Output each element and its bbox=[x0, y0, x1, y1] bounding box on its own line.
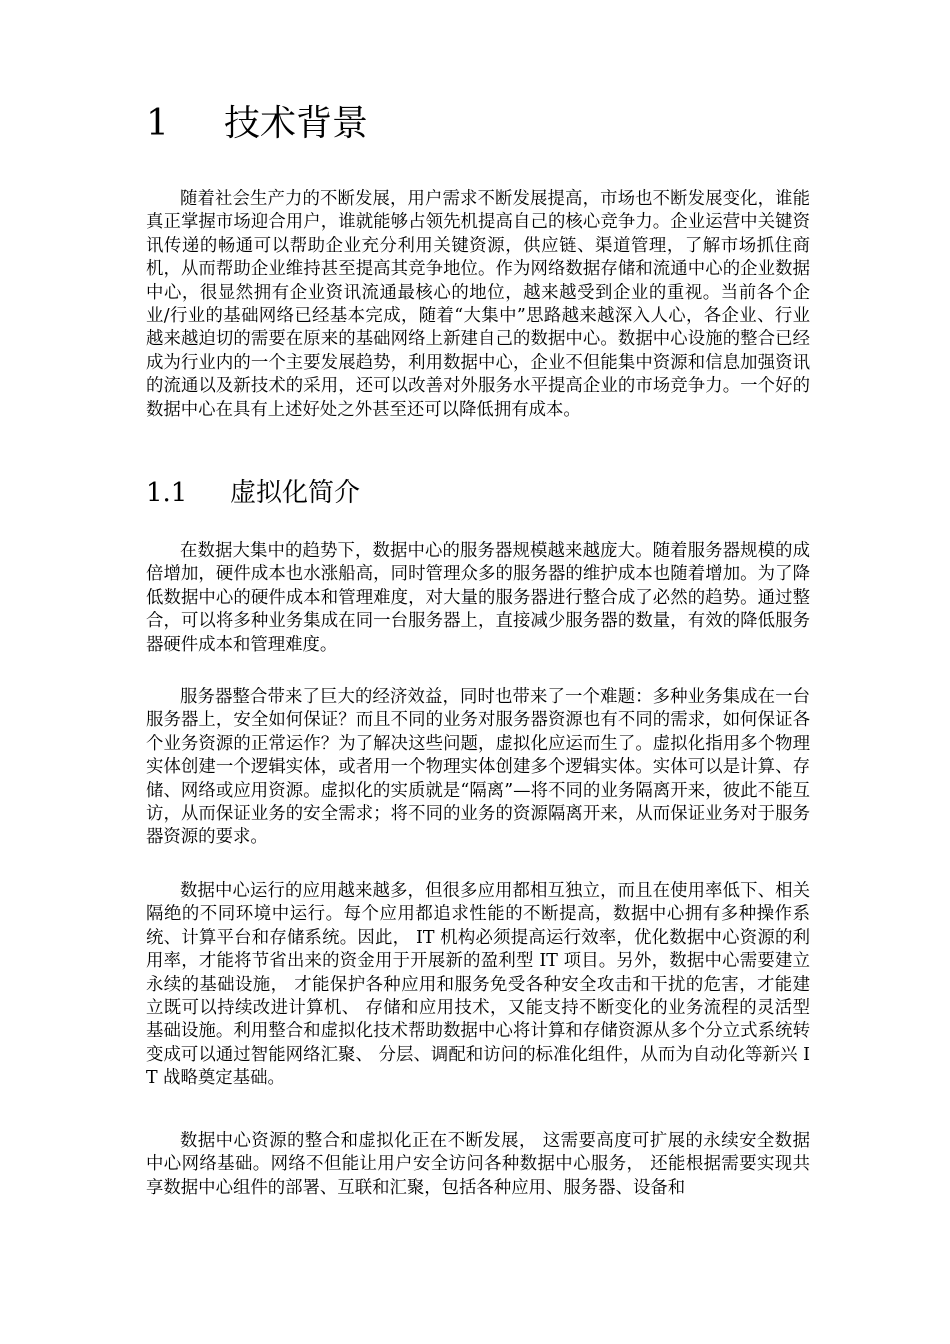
section-heading bbox=[146, 96, 368, 152]
section-number: 1 bbox=[146, 103, 169, 144]
subsection-number: 1.1 bbox=[146, 478, 188, 508]
paragraph-background: 随着社会生产力的不断发展，用户需求不断发展提高，市场也不断发展变化，谁能真正掌握市场迎合用户，谁就能够占领先机提高自己的核心竞争力。企业运营中关键资讯传递的畅通可以帮助企业充分利用关键资源，供应链、渠道管理，了解市场抓住商机，从而帮助企业维持甚至提高其竞争地位。作为网络数据存储和流通中心的企业数据中心，很显然拥有企业资讯流通最核心的地位，越来越受到企业的重视。当前各个企业/行业的基础网络已经基本完成，随着“大集中”思路越来越深入人心，各企业、行业越来越迫切的需要在原来的基础网络上新建自己的数据中心。数据中心设施的整合已经成为行业内的一个主要发展趋势，利用数据中心，企业不但能集中资源和信息加强资讯的流通以及新技术的采用，还可以改善对外服务水平提高企业的市场竞争力。一个好的数据中心在具有上述好处之外甚至还可以降低拥有成本。 bbox=[146, 189, 810, 420]
paragraph-datacenter-apps: 数据中心运行的应用越来越多，但很多应用都相互独立，而且在使用率低下、相关隔绝的不同环境中运行。每个应用都追求性能的不断提高，数据中心拥有多种操作系统、计算平台和存储系统。因此， IT 机构必须提高运行效率，优化数据中心资源的利用率，才能将节省出来的资金用于开展新的盈利型 IT 项目。另外，数据中心需要建立永续的基础设施， 才能保护各种应用和服务免受各种安全攻击和干扰的危害，才能建立既可以持续改进计算机、 存储和应用技术，又能支持不断变化的业务流程的灵活型基础设施。利用整合和虚拟化技术帮助数据中心将计算和存储资源从多个分立式系统转变成可以通过智能网络汇聚、 分层、调配和访问的标准化组件，从而为自动化等新兴 IT 战略奠定基础。 bbox=[146, 881, 810, 1089]
section-title: 技术背景 bbox=[224, 103, 369, 144]
subsection-heading bbox=[146, 472, 360, 514]
paragraph-consolidation: 在数据大集中的趋势下，数据中心的服务器规模越来越庞大。随着服务器规模的成倍增加，硬件成本也水涨船高，同时管理众多的服务器的维护成本也随着增加。为了降低数据中心的硬件成本和管理难度，对大量的服务器进行整合成了必然的趋势。通过整合，可以将多种业务集成在同一台服务器上，直接减少服务器的数量，有效的降低服务器硬件成本和管理难度。 bbox=[146, 541, 810, 655]
paragraph-network-foundation: 数据中心资源的整合和虚拟化正在不断发展， 这需要高度可扩展的永续安全数据中心网络基础。网络不但能让用户安全访问各种数据中心服务， 还能根据需要实现共享数据中心组件的部署、互联和汇聚，包括各种应用、服务器、设备和 bbox=[146, 1131, 810, 1198]
subsection-title: 虚拟化简介 bbox=[230, 478, 361, 508]
paragraph-virtualization: 服务器整合带来了巨大的经济效益，同时也带来了一个难题：多种业务集成在一台服务器上，安全如何保证？而且不同的业务对服务器资源也有不同的需求，如何保证各个业务资源的正常运作？为了解决这些问题，虚拟化应运而生了。虚拟化指用多个物理实体创建一个逻辑实体，或者用一个物理实体创建多个逻辑实体。实体可以是计算、存储、网络或应用资源。虚拟化的实质就是“隔离”—将不同的业务隔离开来，彼此不能互访，从而保证业务的安全需求；将不同的业务的资源隔离开来，从而保证业务对于服务器资源的要求。 bbox=[146, 687, 810, 848]
